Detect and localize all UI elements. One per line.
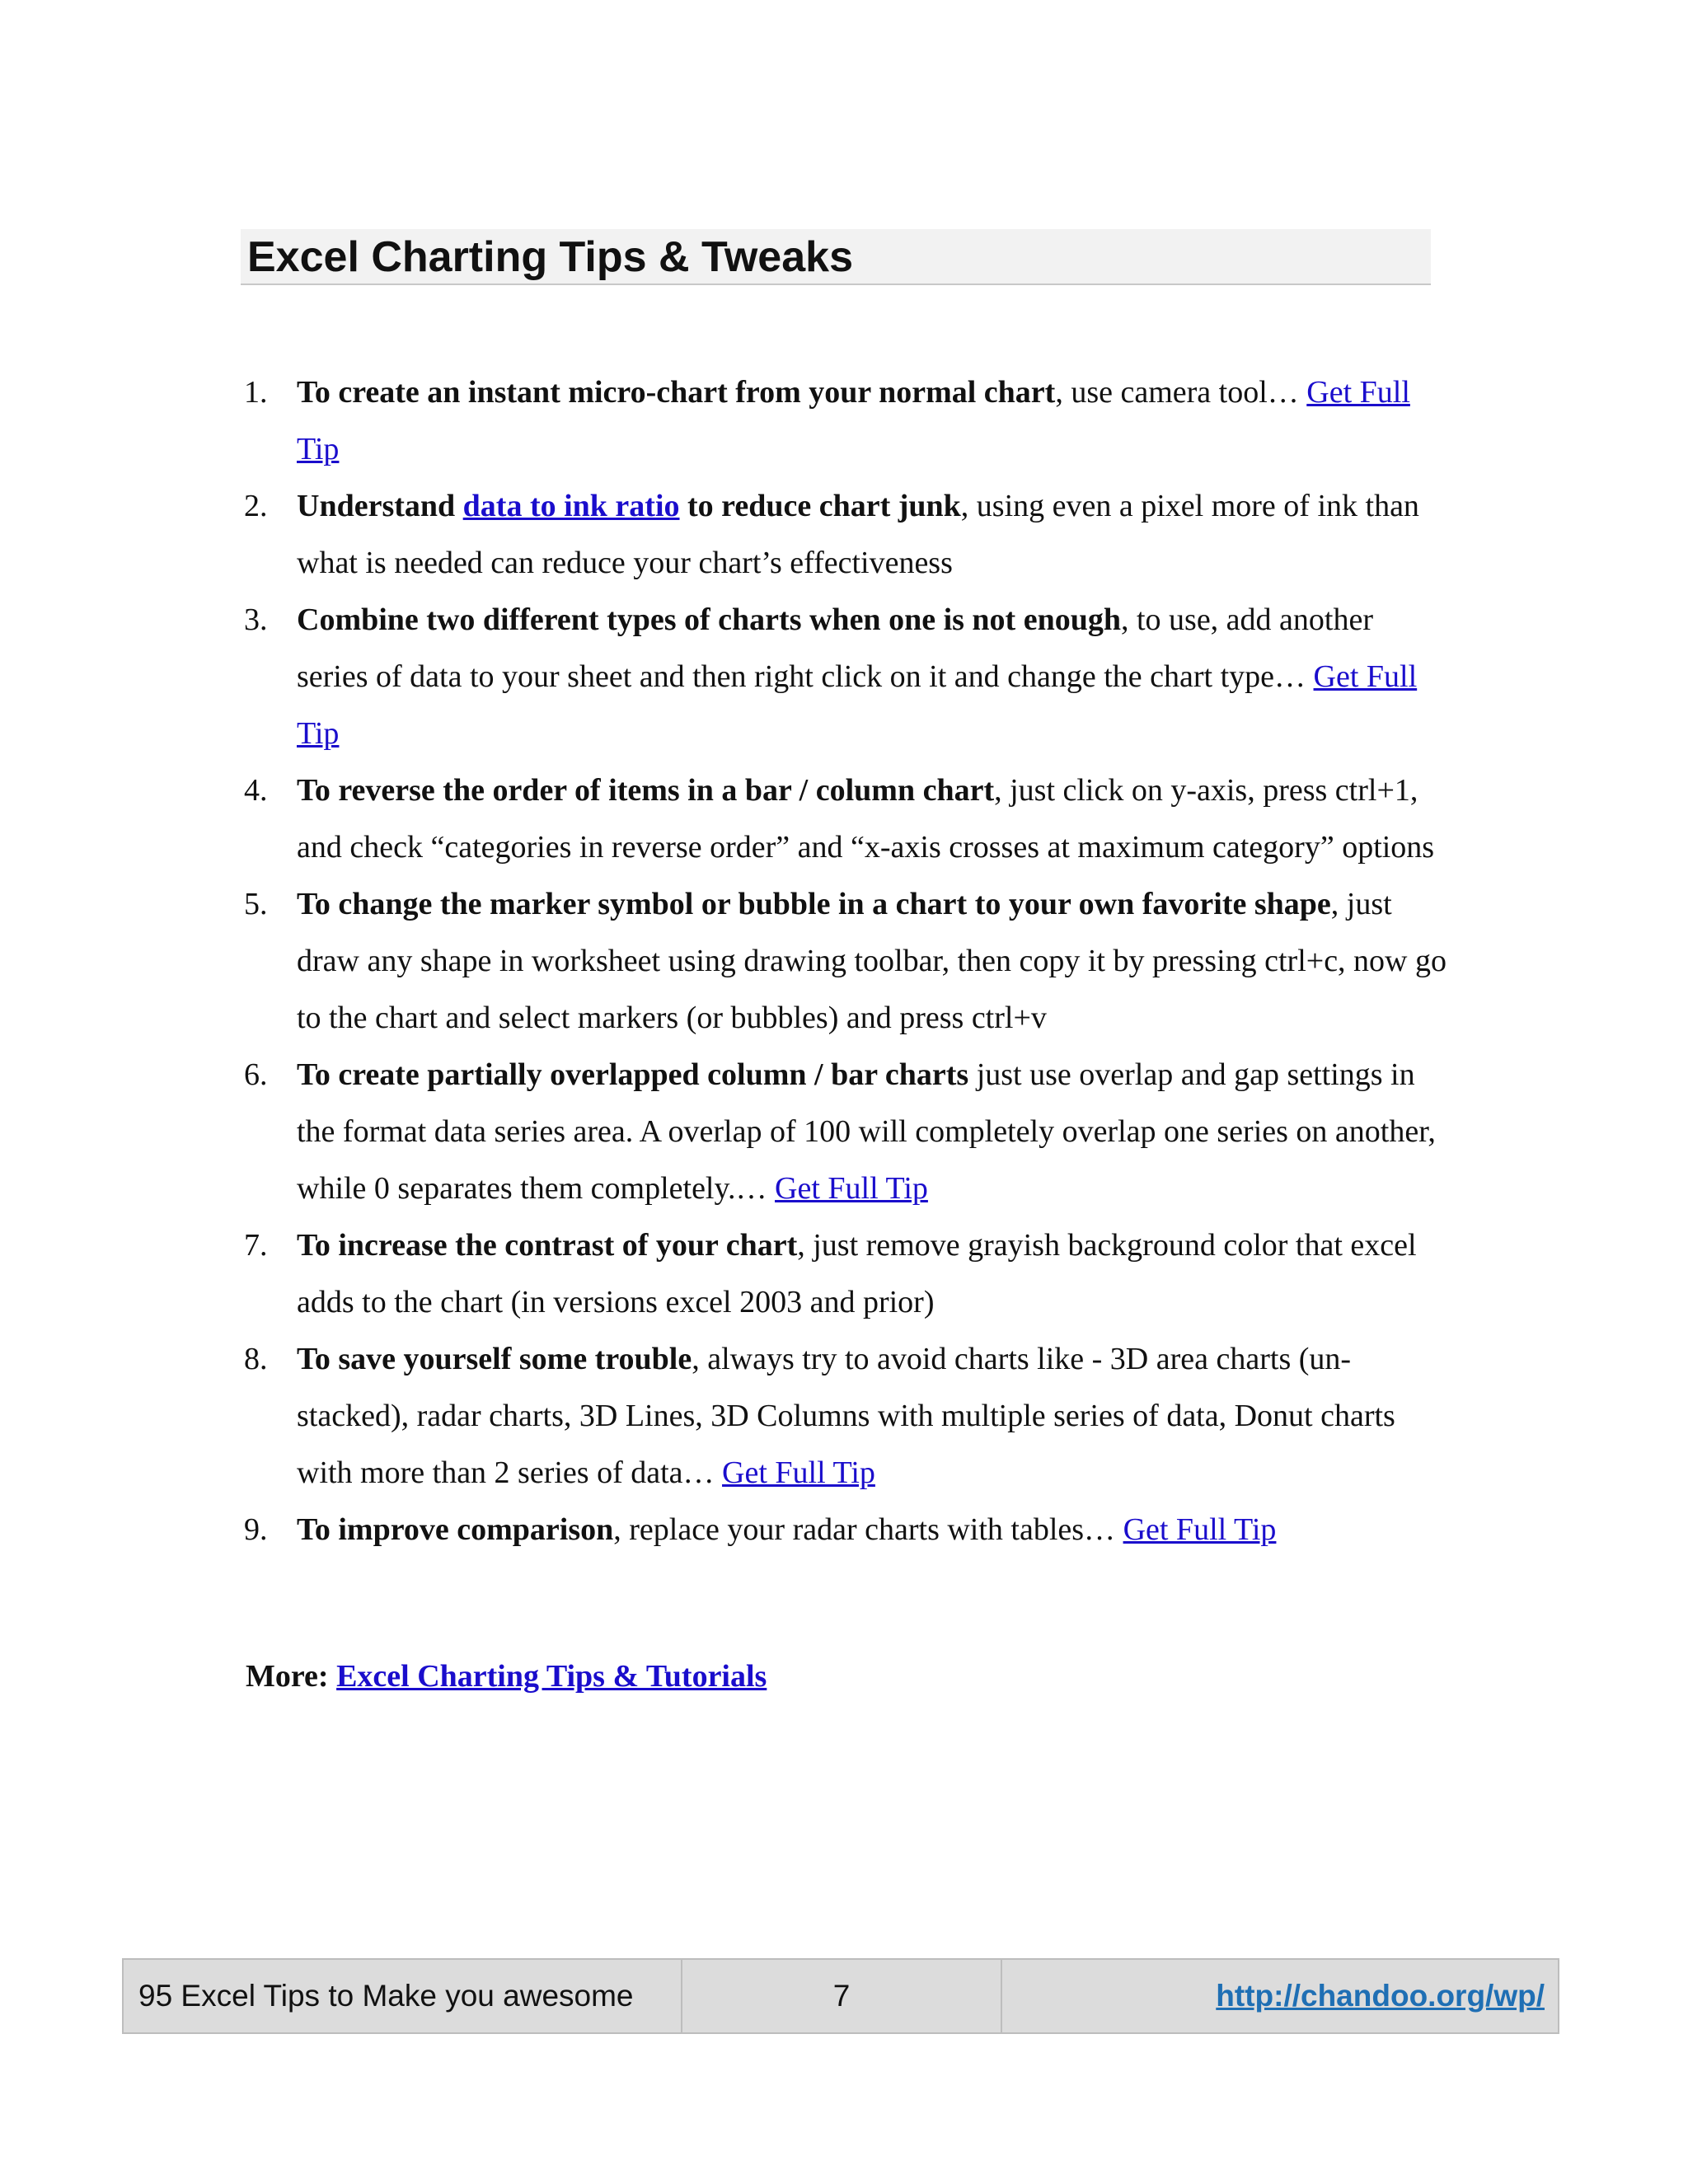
tip-item-7 <box>244 1217 1447 1331</box>
get-full-tip-link[interactable]: Get Full Tip <box>297 375 1410 466</box>
tip-number: 4. <box>244 773 268 808</box>
tip-bold-text: To increase the contrast of your chart <box>297 1228 798 1263</box>
tip-bold-post: to reduce chart junk <box>679 489 961 523</box>
data-to-ink-ratio-link[interactable]: data to ink ratio <box>462 489 680 523</box>
tip-bold-text: To reverse the order of items in a bar / column chart <box>297 773 995 808</box>
tip-text: , using even a pixel more of ink than what is needed can reduce your chart’s effectiveness <box>297 489 1419 580</box>
tip-bold-text <box>297 489 961 523</box>
tip-number: 7. <box>244 1228 268 1263</box>
tip-number: 1. <box>244 375 268 410</box>
tip-item-8 <box>244 1331 1447 1502</box>
tip-bold-text: To change the marker symbol or bubble in a chart to your own favorite shape <box>297 887 1331 921</box>
tip-bold-text: To improve comparison <box>297 1512 614 1547</box>
footer-page-number: 7 <box>682 1960 1002 2032</box>
tip-number: 5. <box>244 887 268 921</box>
tip-bold-text: To save yourself some trouble <box>297 1342 692 1376</box>
get-full-tip-link[interactable]: Get Full Tip <box>1123 1512 1277 1547</box>
tip-bold-pre: Understand <box>297 489 463 523</box>
footer-title: 95 Excel Tips to Make you awesome <box>124 1960 682 2032</box>
charting-tutorials-link[interactable]: Excel Charting Tips & Tutorials <box>336 1659 767 1694</box>
section-heading-bar <box>241 229 1431 285</box>
more-line <box>246 1652 767 1701</box>
tip-number: 9. <box>244 1512 268 1547</box>
tip-text: , replace your radar charts with tables… <box>613 1512 1123 1547</box>
tip-text: , just remove grayish background color that excel adds to the chart (in versions excel 2003 and prior) <box>297 1228 1417 1319</box>
more-label: More: <box>246 1659 337 1694</box>
tip-number: 2. <box>244 489 268 523</box>
tip-number: 6. <box>244 1057 268 1092</box>
tip-item-3 <box>244 592 1447 762</box>
tip-item-1 <box>244 364 1447 478</box>
tip-bold-text: Combine two different types of charts when one is not enough <box>297 602 1121 637</box>
tip-text: just use overlap and gap settings in the format data series area. A overlap of 100 will completely overlap one series on another, while 0 separates them completely.… <box>297 1057 1436 1206</box>
tip-text: , just click on y-axis, press ctrl+1, and check “categories in reverse order” and “x-axis crosses at maximum category” options <box>297 773 1435 865</box>
tip-text: , just draw any shape in worksheet using drawing toolbar, then copy it by pressing ctrl+c, now go to the chart and select markers (or bubbles) and press ctrl+v <box>297 887 1447 1035</box>
tip-item-9 <box>244 1502 1447 1558</box>
footer-url-link[interactable]: http://chandoo.org/wp/ <box>1216 1979 1545 2013</box>
footer-url-cell <box>1002 1960 1558 2032</box>
tip-number: 8. <box>244 1342 268 1376</box>
tip-bold-text: To create partially overlapped column / bar charts <box>297 1057 969 1092</box>
get-full-tip-link[interactable]: Get Full Tip <box>297 659 1418 751</box>
tip-item-2 <box>244 478 1447 592</box>
tip-text: , always try to avoid charts like - 3D area charts (un-stacked), radar charts, 3D Lines, 3D Columns with multiple series of data, Donut charts with more than 2 series of data… <box>297 1342 1395 1490</box>
get-full-tip-link[interactable]: Get Full Tip <box>775 1171 928 1206</box>
get-full-tip-link[interactable]: Get Full Tip <box>722 1455 875 1490</box>
tip-text: , use camera tool… <box>1055 375 1307 410</box>
tip-bold-text: To create an instant micro-chart from your normal chart <box>297 375 1056 410</box>
tip-item-4 <box>244 762 1447 876</box>
tip-item-6 <box>244 1047 1447 1217</box>
tips-list <box>244 364 1447 1558</box>
page-footer <box>122 1958 1559 2034</box>
tip-number: 3. <box>244 602 268 637</box>
tip-text: , to use, add another series of data to your sheet and then right click on it and change the chart type… <box>297 602 1373 694</box>
section-heading: Excel Charting Tips & Tweaks <box>247 233 853 281</box>
tip-item-5 <box>244 876 1447 1047</box>
